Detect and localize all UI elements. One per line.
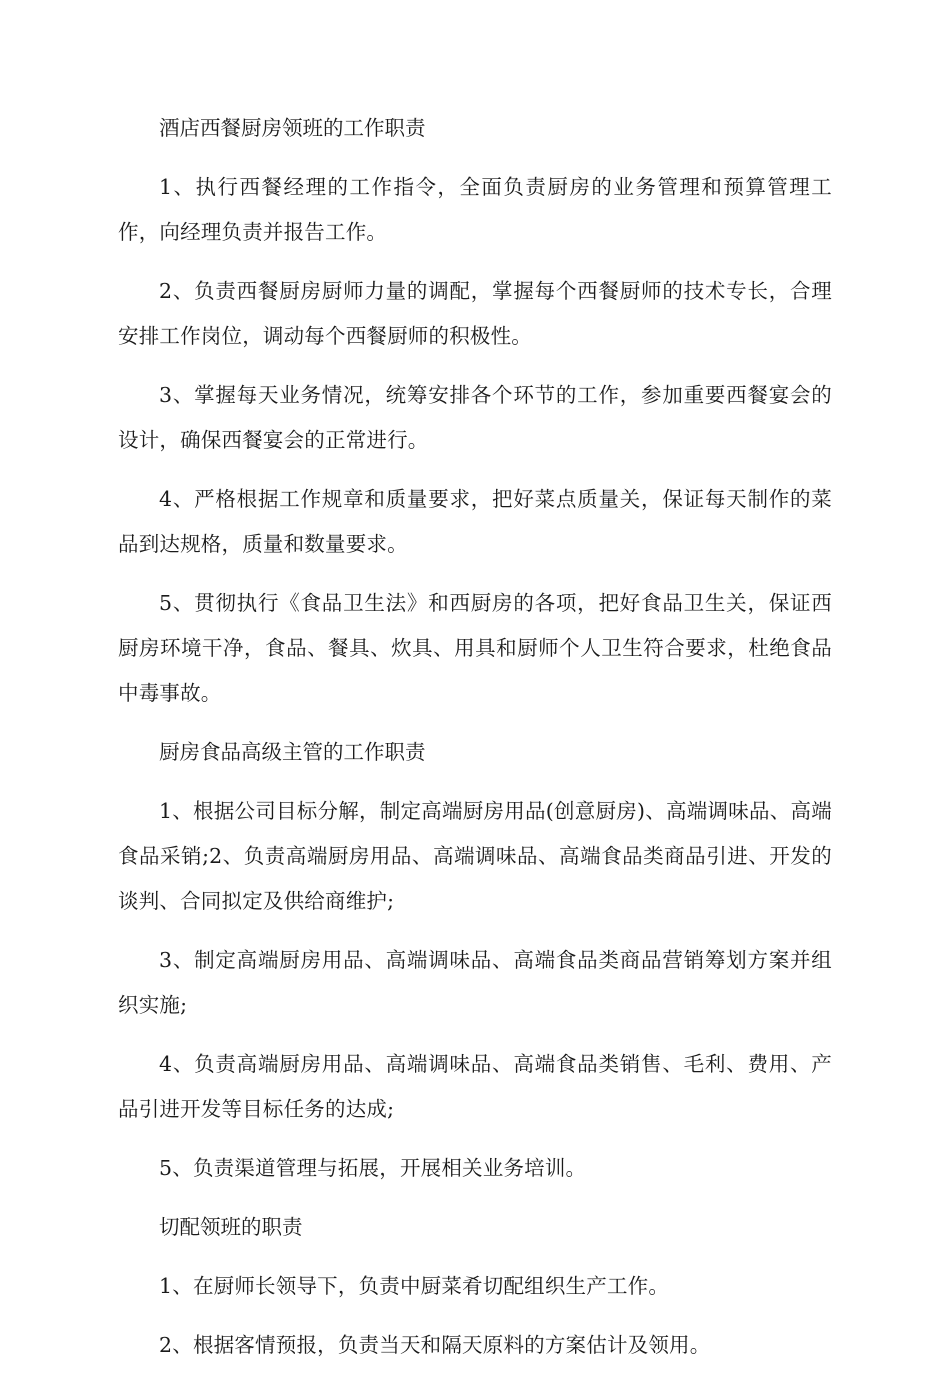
list-item: 2、根据客情预报，负责当天和隔天原料的方案估计及领用。 <box>159 1333 711 1357</box>
document-page <box>118 106 832 1382</box>
list-item: 1、根据公司目标分解，制定高端厨房用品(创意厨房)、高端调味品、高端食品采销;2、负责高端厨房用品、高端调味品、高端食品类商品引进、开发的谈判、合同拟定及供给商维护; <box>118 799 832 913</box>
list-item: 4、严格根据工作规章和质量要求，把好菜点质量关，保证每天制作的菜品到达规格，质量和数量要求。 <box>118 487 832 556</box>
list-item: 1、在厨师长领导下，负责中厨菜肴切配组织生产工作。 <box>159 1274 670 1298</box>
list-item: 3、制定高端厨房用品、高端调味品、高端食品类商品营销筹划方案并组织实施; <box>118 948 832 1017</box>
list-item: 1、执行西餐经理的工作指令，全面负责厨房的业务管理和预算管理工作，向经理负责并报告工作。 <box>118 175 832 244</box>
list-item: 3、掌握每天业务情况，统筹安排各个环节的工作，参加重要西餐宴会的设计，确保西餐宴会的正常进行。 <box>118 383 832 452</box>
list-item: 2、负责西餐厨房厨师力量的调配，掌握每个西餐厨师的技术专长，合理安排工作岗位，调动每个西餐厨师的积极性。 <box>118 279 832 348</box>
section-title: 厨房食品高级主管的工作职责 <box>159 740 426 764</box>
section-title: 切配领班的职责 <box>159 1215 303 1239</box>
list-item: 5、贯彻执行《食品卫生法》和西厨房的各项，把好食品卫生关，保证西厨房环境干净，食品、餐具、炊具、用具和厨师个人卫生符合要求，杜绝食品中毒事故。 <box>118 591 832 705</box>
list-item: 5、负责渠道管理与拓展，开展相关业务培训。 <box>159 1156 587 1180</box>
section-title: 酒店西餐厨房领班的工作职责 <box>159 116 426 140</box>
list-item: 4、负责高端厨房用品、高端调味品、高端食品类销售、毛利、费用、产品引进开发等目标任务的达成; <box>118 1052 832 1121</box>
